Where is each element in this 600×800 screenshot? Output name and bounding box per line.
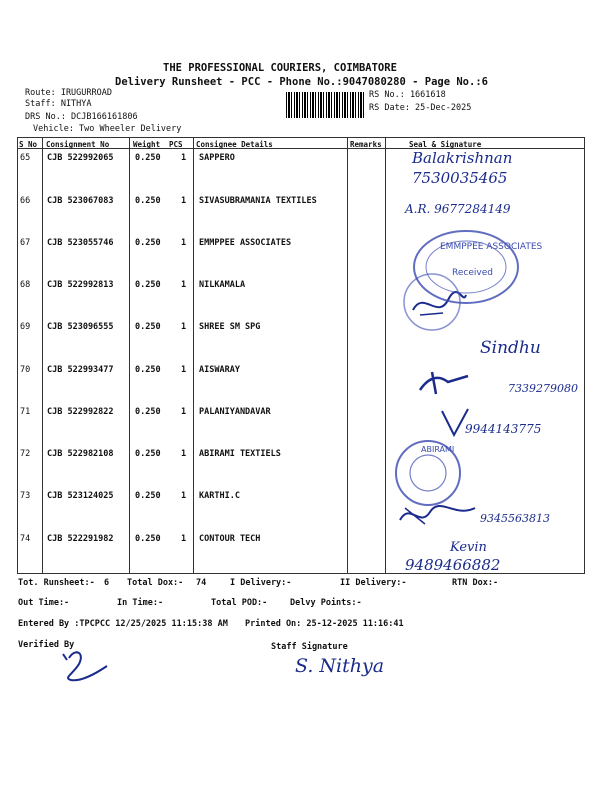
- row-consignment: CJB 522992065: [47, 153, 114, 163]
- signature-row-73: 9345563813: [480, 512, 550, 525]
- stamp-abirami-text: ABIRAMI: [421, 445, 455, 454]
- verified-signature: [55, 640, 140, 685]
- row-sno: 66: [20, 196, 31, 206]
- row-weight: 0.250: [135, 153, 161, 163]
- row-sno: 67: [20, 238, 31, 248]
- row-weight: 0.250: [135, 491, 161, 501]
- row-weight: 0.250: [135, 534, 161, 544]
- col-remarks: Remarks: [350, 140, 382, 149]
- staff-signature-label: Staff Signature: [271, 642, 348, 652]
- row-consignment: CJB 522993477: [47, 365, 114, 375]
- row-sno: 73: [20, 491, 31, 501]
- row-pcs: 1: [181, 280, 187, 290]
- row-pcs: 1: [181, 365, 187, 375]
- row-weight: 0.250: [135, 196, 161, 206]
- ii-delivery-label: II Delivery:-: [340, 578, 407, 588]
- row-sno: 65: [20, 153, 31, 163]
- row-consignee: SHREE SM SPG: [199, 322, 261, 332]
- company-title: THE PROFESSIONAL COURIERS, COIMBATORE: [163, 62, 397, 74]
- stamp-circle-68: [398, 272, 466, 332]
- col-consignment: Consignment No: [46, 140, 110, 149]
- col-weight: Weight: [133, 140, 161, 149]
- col-signature: Seal & Signature: [409, 140, 482, 149]
- row-consignee: AISWARAY: [199, 365, 240, 375]
- row-pcs: 1: [181, 322, 187, 332]
- row-pcs: 1: [181, 491, 187, 501]
- signature-row-65: Balakrishnan 7530035465: [412, 149, 513, 187]
- staff-text: Staff: NITHYA: [25, 99, 92, 109]
- rs-date: RS Date: 25-Dec-2025: [369, 103, 472, 113]
- row-consignee: PALANIYANDAVAR: [199, 407, 271, 417]
- verified-by-label: Verified By: [18, 640, 75, 650]
- stamp-emmppee-text: EMMPPEE ASSOCIATES: [440, 242, 543, 252]
- row-consignee: CONTOUR TECH: [199, 534, 261, 544]
- row-pcs: 1: [181, 238, 187, 248]
- row-sno: 68: [20, 280, 31, 290]
- rs-number: RS No.: 1661618: [369, 90, 446, 100]
- i-delivery-label: I Delivery:-: [230, 578, 292, 588]
- row-consignee: EMMPPEE ASSOCIATES: [199, 238, 292, 248]
- row-pcs: 1: [181, 534, 187, 544]
- row-consignment: CJB 523096555: [47, 322, 114, 332]
- runsheet-subtitle: Delivery Runsheet - PCC - Phone No.:9047080280 - Page No.:6: [115, 76, 488, 88]
- row-consignment: CJB 523124025: [47, 491, 114, 501]
- total-pod-label: Total POD:-: [211, 598, 268, 608]
- row-consignment: CJB 522291982: [47, 534, 114, 544]
- row-consignee: ABIRAMI TEXTIELS: [199, 449, 281, 459]
- row-weight: 0.250: [135, 407, 161, 417]
- row-weight: 0.250: [135, 238, 161, 248]
- row-sno: 72: [20, 449, 31, 459]
- signature-row-74-phone: 9489466882: [405, 556, 501, 574]
- row-consignee: SIVASUBRAMANIA TEXTILES: [199, 196, 317, 206]
- stamp-abirami: [393, 438, 463, 508]
- drs-number: DRS No.: DCJB166161806: [25, 112, 138, 122]
- signature-row-71: 9944143775: [465, 422, 542, 436]
- total-dox-label: Total Dox:-: [127, 578, 184, 588]
- row-pcs: 1: [181, 449, 187, 459]
- signature-row-74-name: Kevin: [450, 540, 487, 555]
- row-sno: 70: [20, 365, 31, 375]
- printed-on-text: Printed On: 25-12-2025 11:16:41: [245, 619, 404, 629]
- delvy-points-label: Delvy Points:-: [290, 598, 362, 608]
- col-consignee: Consignee Details: [196, 140, 273, 149]
- row-pcs: 1: [181, 196, 187, 206]
- tot-runsheet-label: Tot. Runsheet:-: [18, 578, 95, 588]
- row-consignment: CJB 523067083: [47, 196, 114, 206]
- row-consignee: KARTHI.C: [199, 491, 240, 501]
- row-weight: 0.250: [135, 280, 161, 290]
- vehicle-text: Vehicle: Two Wheeler Delivery: [33, 124, 182, 134]
- col-pcs: PCS: [169, 140, 183, 149]
- row-consignment: CJB 522992813: [47, 280, 114, 290]
- row-sno: 69: [20, 322, 31, 332]
- signature-row-66: A.R. 9677284149: [405, 202, 511, 216]
- row-weight: 0.250: [135, 449, 161, 459]
- staff-signature: S. Nithya: [295, 655, 385, 677]
- col-sno: S No: [19, 140, 38, 149]
- out-time-label: Out Time:-: [18, 598, 70, 608]
- row-pcs: 1: [181, 153, 187, 163]
- row-consignee: SAPPERO: [199, 153, 235, 163]
- row-pcs: 1: [181, 407, 187, 417]
- barcode: [286, 92, 366, 118]
- row-consignment: CJB 522982108: [47, 449, 114, 459]
- signature-scribble-70: [418, 368, 498, 398]
- stamp-received-text: Received: [452, 268, 493, 278]
- signature-row-69: Sindhu: [480, 338, 541, 358]
- total-dox-value: 74: [196, 578, 207, 588]
- row-sno: 71: [20, 407, 31, 417]
- in-time-label: In Time:-: [117, 598, 164, 608]
- entered-by-text: Entered By :TPCPCC 12/25/2025 11:15:38 AM: [18, 619, 228, 629]
- row-weight: 0.250: [135, 365, 161, 375]
- row-consignee: NILKAMALA: [199, 280, 246, 290]
- tot-runsheet-value: 6: [104, 578, 110, 588]
- row-sno: 74: [20, 534, 31, 544]
- rtn-dox-label: RTN Dox:-: [452, 578, 499, 588]
- row-weight: 0.250: [135, 322, 161, 332]
- row-consignment: CJB 522992822: [47, 407, 114, 417]
- row-consignment: CJB 523055746: [47, 238, 114, 248]
- signature-row-70: 7339279080: [508, 382, 578, 395]
- route-text: Route: IRUGURROAD: [25, 88, 112, 98]
